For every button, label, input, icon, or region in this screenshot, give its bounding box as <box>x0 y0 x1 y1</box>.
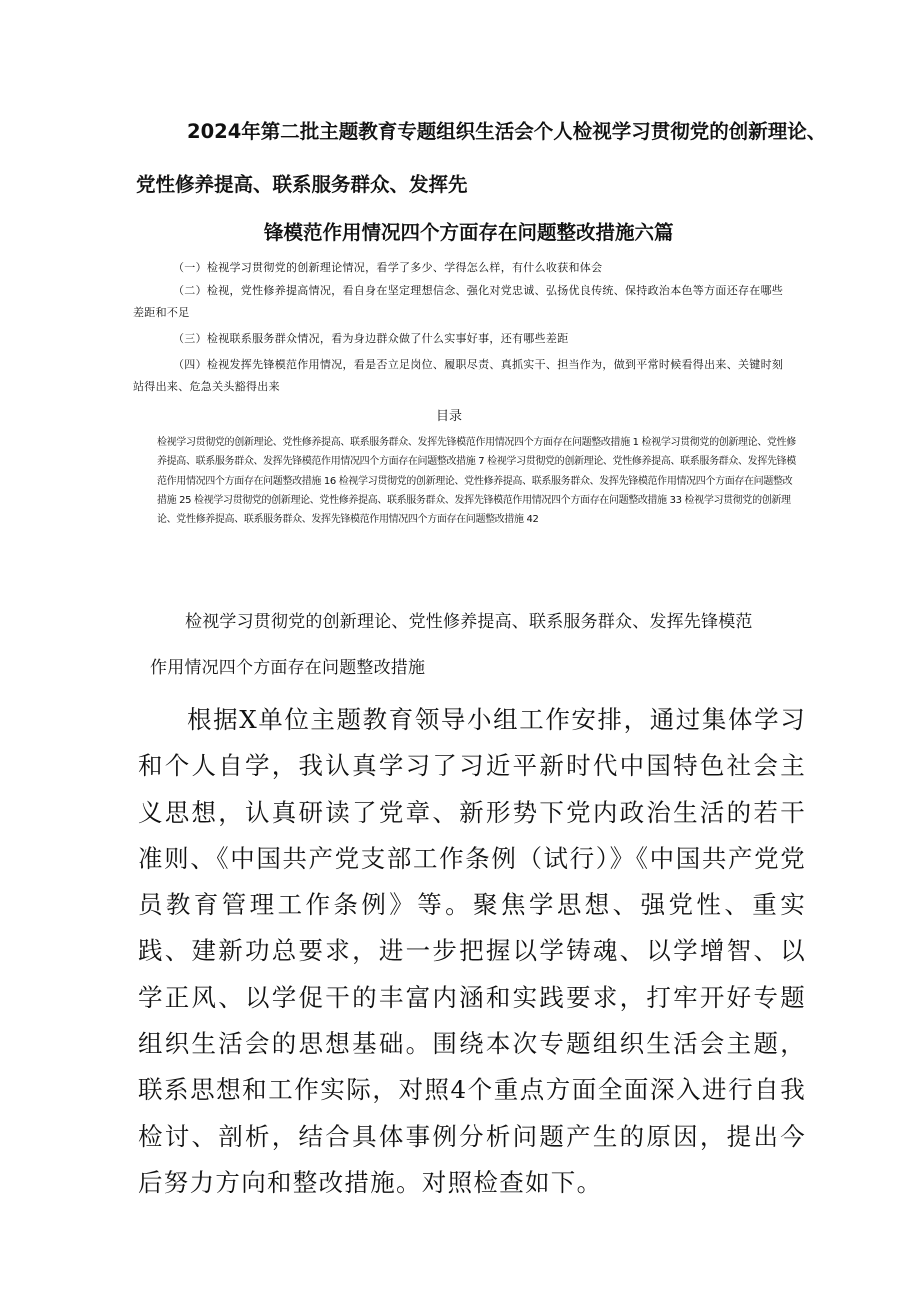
body-paragraph-block <box>138 697 806 1206</box>
toc-entries: 检视学习贯彻党的创新理论、党性修养提高、联系服务群众、发挥先锋模范作用情况四个方面存在问题整改措施 1 检视学习贯彻党的创新理论、党性修养提高、联系服务群众、发挥先锋模范作用情况四个方面存在问题整改措施 7 检视学习贯彻党的创新理论、党性修养提高、联系服务群众、发挥先锋模范作用情况四个方面存在问题整改措施 16 检视学习贯彻党的创新理论、党性修养提高、联系服务群众、发挥先锋模范作用情况四个方面存在问题整改措施 25 检视学习贯彻党的创新理论、党性修养提高、联系服务群众、发挥先锋模范作用情况四个方面存在问题整改措施 33 检视学习贯彻党的创新理论、党性修养提高、联系服务群众、发挥先锋模范作用情况四个方面存在问题整改措施 42 <box>157 437 796 526</box>
scope-item-text: （二）检视，党性修养提高情况，看自身在坚定理想信念、强化对党忠诚、弘扬优良传统、保持政治本色等方面还存在哪些差距和不足 <box>133 284 784 319</box>
scope-item-text: （一）检视学习贯彻党的创新理论情况，看学了多少、学得怎么样，有什么收获和体会 <box>173 261 603 274</box>
body-paragraph: 根据X单位主题教育领导小组工作安排，通过集体学习和个人自学，我认真学习了习近平新时代中国特色社会主义思想，认真研读了党章、新形势下党内政治生活的若干准则、《中国共产党支部工作条例（试行）》《中国共产党党员教育管理工作条例》等。聚焦学思想、强党性、重实践、建新功总要求，进一步把握以学铸魂、以学增智、以学正风、以学促干的丰富内涵和实践要求，打牢开好专题组织生活会的思想基础。围绕本次专题组织生活会主题，联系思想和工作实际，对照4个重点方面全面深入进行自我检讨、剖析，结合具体事例分析问题产生的原因，提出今后努力方向和整改措施。对照检查如下。 <box>138 705 806 1197</box>
scope-item <box>133 328 793 350</box>
scope-item-text: （三）检视联系服务群众情况，看为身边群众做了什么实事好事，还有哪些差距 <box>173 332 569 345</box>
document-title-line-1: 2024年第二批主题教育专题组织生活会个人检视学习贯彻党的创新理论、 <box>187 120 827 143</box>
document-title-line-3: 锋模范作用情况四个方面存在问题整改措施六篇 <box>264 221 674 244</box>
scope-item <box>133 280 793 324</box>
scope-item <box>133 354 793 398</box>
scope-item <box>133 257 793 279</box>
scope-item-text: （四）检视发挥先锋模范作用情况，看是否立足岗位、履职尽责、真抓实干、担当作为，做到平常时候看得出来、关键时刻站得出来、危急关头豁得出来 <box>133 358 784 393</box>
toc-heading: 目录 <box>436 409 463 424</box>
section-heading-line-1: 检视学习贯彻党的创新理论、党性修养提高、联系服务群众、发挥先锋模范 <box>185 612 753 632</box>
section-heading-line-2: 作用情况四个方面存在问题整改措施 <box>150 658 426 678</box>
document-title-line-2: 党性修养提高、联系服务群众、发挥先 <box>136 173 468 196</box>
